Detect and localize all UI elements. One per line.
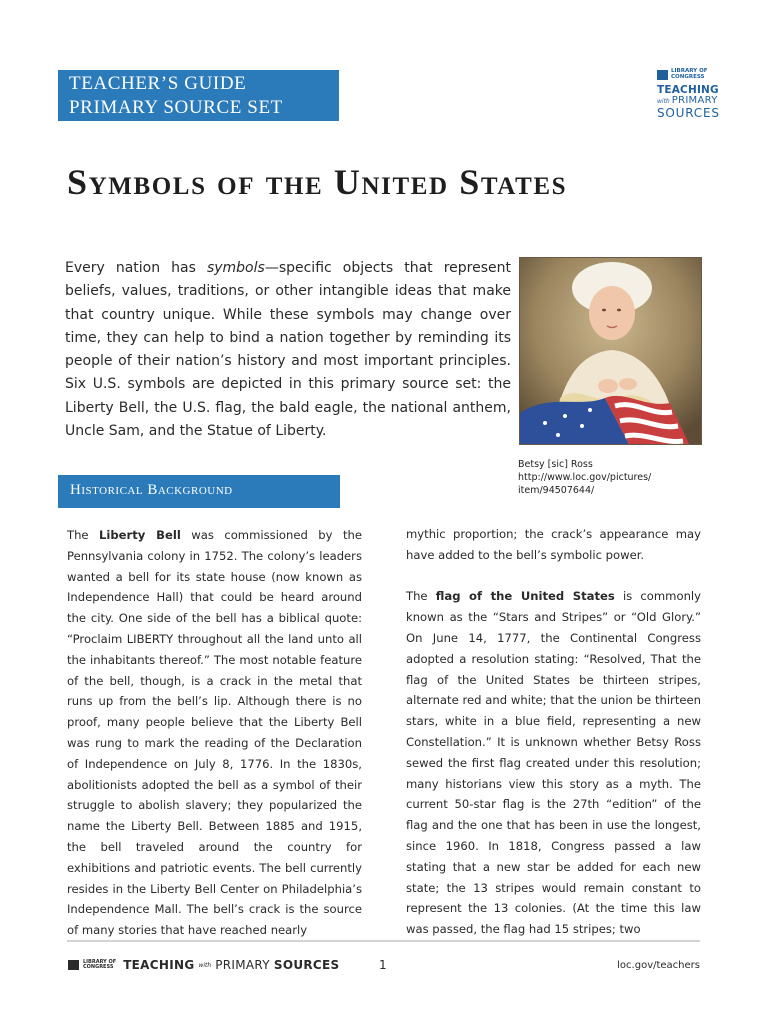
footer-logo (68, 958, 339, 972)
footer-teaching: TEACHING (123, 958, 195, 972)
logo-primary: PRIMARY (671, 95, 718, 106)
caption-url-line-1: http://www.loc.gov/pictures/ (518, 472, 652, 483)
footer-primary: PRIMARY (215, 958, 270, 972)
caption-url-line-2: item/94507644/ (518, 485, 595, 496)
page-title: Symbols of the United States (67, 162, 568, 202)
logo-teaching: TEACHING (657, 84, 719, 96)
banner-line-1: TEACHER’S GUIDE (69, 73, 247, 94)
intro-italic-term: symbols (206, 260, 265, 276)
loc-line-1: LIBRARY OF (671, 68, 708, 74)
loc-logo (657, 69, 727, 80)
liberty-bell-paragraph: The Liberty Bell was commissioned by the Pennsylvania colony in 1752. The colony’s leaders wanted a bell for its state house (now known as Independence Hall) that could be heard around the city. One side of the bell has a biblical quote: “Proclaim LIBERTY throughout all the land unto all the inhabitants thereof.” The most notable feature of the bell, though, is a crack in the metal that runs up from the bell’s lip. Although there is no proof, many people believe that the Liberty Bell was rung to mark the reading of the Declaration of Independence on July 8, 1776. In the 1830s, abolitionists adopted the bell as a symbol of their struggle to abolish slavery; they popularized the name the Liberty Bell. Between 1885 and 1915, the bell traveled around the country for exhibitions and patriotic events. The bell currently resides in the Liberty Bell Center on Philadelphia’s Independence Mall. The bell’s crack is the source of many stories that have reached nearly (67, 528, 362, 938)
liberty-bell-continued-paragraph: mythic proportion; the crack’s appearance may have added to the bell’s symbolic power. (406, 527, 701, 562)
page-number: 1 (379, 958, 387, 972)
right-column (406, 524, 701, 940)
footer-loc-line-1: LIBRARY OF (83, 959, 117, 965)
footer-loc-line-2: CONGRESS (83, 964, 114, 970)
caption-title: Betsy [sic] Ross (518, 459, 593, 470)
tps-logo (657, 69, 727, 119)
footer-loc-building-icon (68, 960, 79, 970)
guide-banner (58, 70, 339, 121)
intro-paragraph: Every nation has symbols—specific objects that represent beliefs, values, traditions, or other intangible ideas that make that country unique. While these symbols may change over time, they can help to bind a nation together by reminding its people of their nation’s history and most important principles. Six U.S. symbols are depicted in this primary source set: the Liberty Bell, the U.S. flag, the bald eagle, the national anthem, Uncle Sam, and the Statue of Liberty. (65, 260, 511, 440)
loc-building-icon (657, 70, 668, 80)
footer-sources: SOURCES (273, 958, 340, 972)
liberty-bell-term: Liberty Bell (99, 528, 181, 542)
loc-line-2: CONGRESS (671, 73, 705, 80)
footer-url: loc.gov/teachers (617, 960, 700, 971)
image-caption (518, 458, 708, 497)
section-heading-historical-background: Historical Background (58, 475, 340, 508)
footer-divider (67, 940, 700, 942)
flag-term: flag of the United States (435, 589, 615, 604)
logo-sources: SOURCES (657, 106, 720, 120)
footer-with: with (198, 961, 212, 969)
logo-with: with (657, 98, 670, 105)
banner-line-2: PRIMARY SOURCE SET (69, 97, 283, 118)
betsy-ross-portrait (519, 257, 702, 445)
flag-paragraph: The flag of the United States is commonly known as the “Stars and Stripes” or “Old Glory.” On June 14, 1777, the Continental Congress adopted a resolution stating: “Resolved, That the flag of the United States be thirteen stripes, alternate red and white; that the union be thirteen stars, white in a blue field, representing a new Constellation.” It is unknown whether Betsy Ross sewed the first flag created under this resolution; many historians view this story as a myth. The current 50-star flag is the 27th “edition” of the flag and the one that has been in use the longest, since 1960. In 1818, Congress passed a law stating that a new star be added for each new state; the 13 stripes would remain constant to represent the 13 colonies. (At the time this law was passed, the flag had 15 stripes; two (406, 589, 701, 937)
left-column (67, 525, 362, 941)
portrait-illustration (520, 258, 702, 445)
